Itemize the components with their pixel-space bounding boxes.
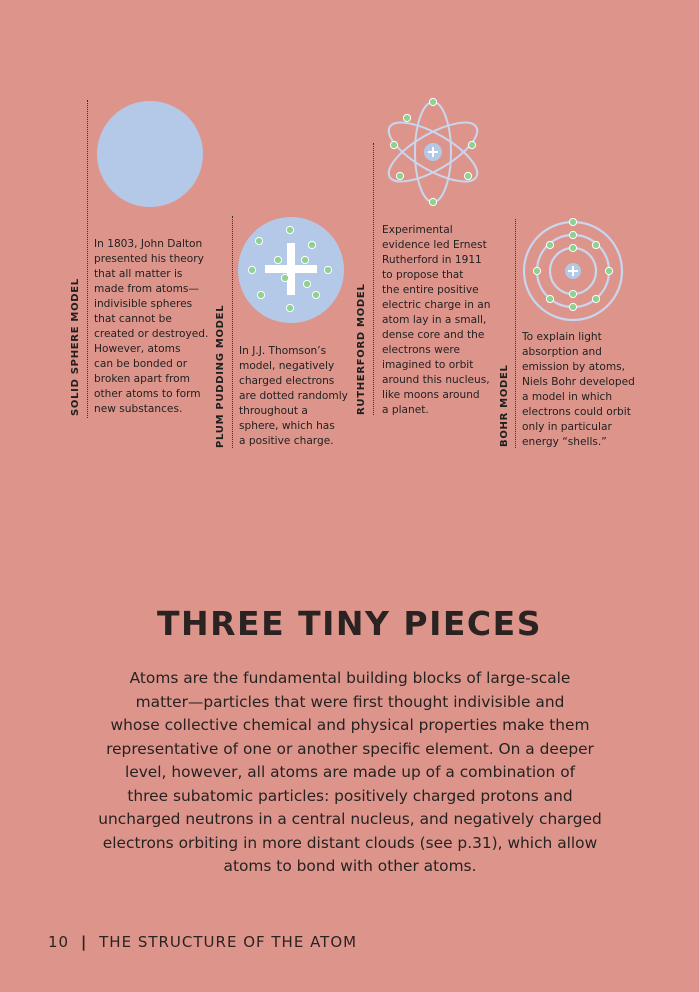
rutherford-label: RUTHERFORD MODEL: [356, 283, 367, 415]
footer-separator: |: [80, 933, 88, 951]
plum-pudding-label: PLUM PUDDING MODEL: [215, 304, 226, 448]
desc-line: electrons could orbit: [522, 406, 631, 418]
desc-line: However, atoms: [94, 343, 181, 355]
body-line: Atoms are the fundamental building blocks of large-scale: [129, 669, 571, 687]
body-line: whose collective chemical and physical properties make them: [110, 716, 590, 734]
desc-line: new substances.: [94, 403, 183, 415]
desc-line: that all matter is: [94, 268, 183, 280]
desc-line: a planet.: [382, 404, 429, 416]
desc-line: model, negatively: [239, 360, 335, 372]
desc-line: broken apart from: [94, 373, 190, 385]
desc-line: charged electrons: [239, 375, 335, 387]
desc-line: throughout a: [239, 405, 308, 417]
desc-line: Niels Bohr developed: [522, 376, 635, 388]
desc-line: to propose that: [382, 269, 464, 281]
solid-sphere-divider: [87, 100, 88, 418]
plum-pudding-description: [239, 344, 348, 449]
solid-sphere-diagram: [96, 100, 204, 208]
desc-line: In J.J. Thomson’s: [239, 345, 327, 357]
body-line: three subatomic particles: positively charged protons and: [127, 786, 573, 805]
page-number: 10: [48, 933, 70, 951]
body-line: representative of one or another specific element. On a deeper: [106, 739, 594, 758]
body-line: uncharged neutrons in a central nucleus, and negatively charged: [98, 810, 602, 828]
desc-line: the entire positive: [382, 284, 479, 296]
desc-line: only in particular: [522, 421, 612, 433]
desc-line: that cannot be: [94, 313, 172, 325]
desc-line: indivisible spheres: [94, 298, 193, 310]
desc-line: made from atoms—: [94, 283, 200, 295]
rutherford-divider: [373, 143, 374, 415]
desc-line: In 1803, John Dalton: [94, 238, 203, 250]
desc-line: Experimental: [382, 224, 453, 236]
desc-line: presented his theory: [94, 253, 204, 265]
desc-line: atom lay in a small,: [382, 314, 487, 326]
solid-sphere-label: SOLID SPHERE MODEL: [70, 278, 81, 416]
desc-line: electrons were: [382, 344, 460, 356]
section-title: THE STRUCTURE OF THE ATOM: [99, 933, 358, 951]
solid-sphere-description: [94, 237, 208, 417]
desc-line: around this nucleus,: [382, 374, 490, 386]
bohr-divider: [515, 219, 516, 448]
rutherford-description: [382, 223, 491, 418]
desc-line: electric charge in an: [382, 299, 491, 311]
rutherford-diagram: [380, 96, 488, 208]
desc-line: Rutherford in 1911: [382, 254, 482, 266]
desc-line: created or destroyed.: [94, 328, 209, 340]
bohr-description: [522, 330, 635, 450]
desc-line: To explain light: [522, 331, 602, 343]
plum-pudding-divider: [232, 216, 233, 448]
bohr-label: BOHR MODEL: [499, 364, 510, 447]
desc-line: sphere, which has: [239, 420, 335, 432]
desc-line: energy “shells.”: [522, 436, 607, 448]
bohr-diagram: [521, 218, 625, 322]
page-heading: THREE TINY PIECES: [157, 604, 542, 643]
desc-line: emission by atoms,: [522, 361, 626, 373]
desc-line: a model in which: [522, 391, 613, 403]
page-footer: [48, 933, 357, 951]
desc-line: other atoms to form: [94, 388, 201, 400]
body-line: level, however, all atoms are made up of a combination of: [124, 763, 576, 781]
desc-line: absorption and: [522, 346, 602, 358]
desc-line: a positive charge.: [239, 435, 334, 447]
body-line: electrons orbiting in more distant clouds (see p.31), which allow: [102, 833, 598, 852]
plum-pudding-diagram: [236, 215, 346, 325]
desc-line: evidence led Ernest: [382, 239, 487, 251]
desc-line: imagined to orbit: [382, 359, 474, 371]
desc-line: like moons around: [382, 389, 480, 401]
desc-line: are dotted randomly: [239, 390, 348, 402]
body-paragraph: [60, 667, 640, 879]
body-line: atoms to bond with other atoms.: [223, 857, 477, 875]
desc-line: can be bonded or: [94, 358, 188, 370]
desc-line: dense core and the: [382, 329, 485, 341]
body-line: matter—particles that were first thought indivisible and: [135, 692, 565, 711]
